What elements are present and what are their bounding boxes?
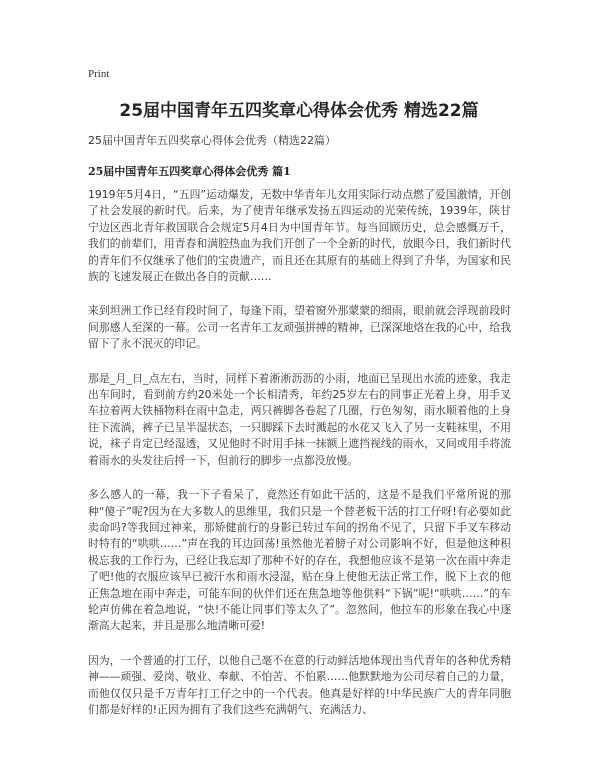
paragraph-4: 多么感人的一幕，我一下子看呆了，竟然还有如此干活的，这是不是我们平常所说的那种“傻子”呢?因为在大多数人的思维里，我们只是一个替老板干活的打工仔呀!有必要如此卖命吗?等我回过神来，那矫健前行的身影已转过车间的拐角不见了，只留下手叉车移动时特有的“哄哄……”声在我的耳边回荡!虽然他光着膀子对公司影响不好，但是他这种积极忘我的工作行为，已经让我忘却了那种不好的存在，我想他应该不是第一次在雨中奔走了吧!他的衣服应该早已被汗水和雨水浸湿，贴在身上使他无法正常工作，脱下上衣的他正焦急地在雨中奔走，可能车间的伙伴们还在焦急地等他供料“下锅”呢!“哄哄……”的车轮声仿佛在着急地说，“快!不能让同事们等太久了”。忽然间，他拉车的形象在我心中逐渐高大起来，并且是那么地清晰可爱! (88, 488, 511, 633)
paragraph-2: 来到坦洲工作已经有段时间了，每逢下雨，望着窗外那蒙蒙的细雨，眼前就会浮现前段时间那感人至深的一幕。公司一名青年工友顽强拼搏的精神，已深深地烙在我的心中，给我留下了永不泯灭的印记。 (88, 304, 511, 351)
document-title: 25届中国青年五四奖章心得体会优秀 精选22篇 (119, 101, 479, 121)
paragraph-3: 那是_月_日_点左右，当时，同样下着淅淅沥沥的小雨，地面已呈现出水流的迹象，我走出车间时，看到前方约20米处一个长相清秀，年约25岁左右的同事正光着上身，用手叉车拉着两大铁桶物料在雨中急走，两只裤脚各卷起了几圈，行色匆匆，雨水顺着他的上身往下流淌，裤子已呈半湿状态，一只脚踩下去时溅起的水花又飞入了另一支鞋袜里，不用说，袜子肯定已经湿透，又见他时不时用手抹一抹额上遮挡视线的雨水，又间或用手将流着雨水的头发往后捋一下，但前行的脚步一点都没放慢。 (88, 371, 511, 467)
paragraph-1: 1919年5月4日，“五四”运动爆发，无数中华青年儿女用实际行动点燃了爱国激情，开创了社会发展的新时代。后来，为了使青年继承发扬五四运动的光荣传统，1939年，陕甘宁边区西北青年救国联合会规定5月4日为中国青年节。每当回顾历史，总会感慨万千，我们的前辈们，用青春和满腔热血为我们开创了一个全新的时代，放眼今日，我们新时代的青年们不仅继承了他们的宝贵遗产，而且还在其原有的基础上得到了升华，为国家和民族的飞速发展正在做出各自的贡献…… (88, 188, 511, 284)
section-heading: 25届中国青年五四奖章心得体会优秀 篇1 (88, 165, 291, 178)
document-body (88, 187, 511, 736)
paragraph-5: 因为，一个普通的打工仔，以他自己毫不在意的行动鲜活地体现出当代青年的各种优秀精神——顽强、爱岗、敬业、奉献、不怕苦、不怕累……他默默地为公司尽着自己的力量，而他仅仅只是千万青年打工仔之中的一个代表。他真是好样的!中华民族广大的青年同胞们都是好样的!正因为拥有了我们这些充满朝气、充满活力、 (88, 653, 511, 716)
print-label: Print (88, 68, 110, 80)
document-subtitle: 25届中国青年五四奖章心得体会优秀（精选22篇） (88, 134, 336, 147)
